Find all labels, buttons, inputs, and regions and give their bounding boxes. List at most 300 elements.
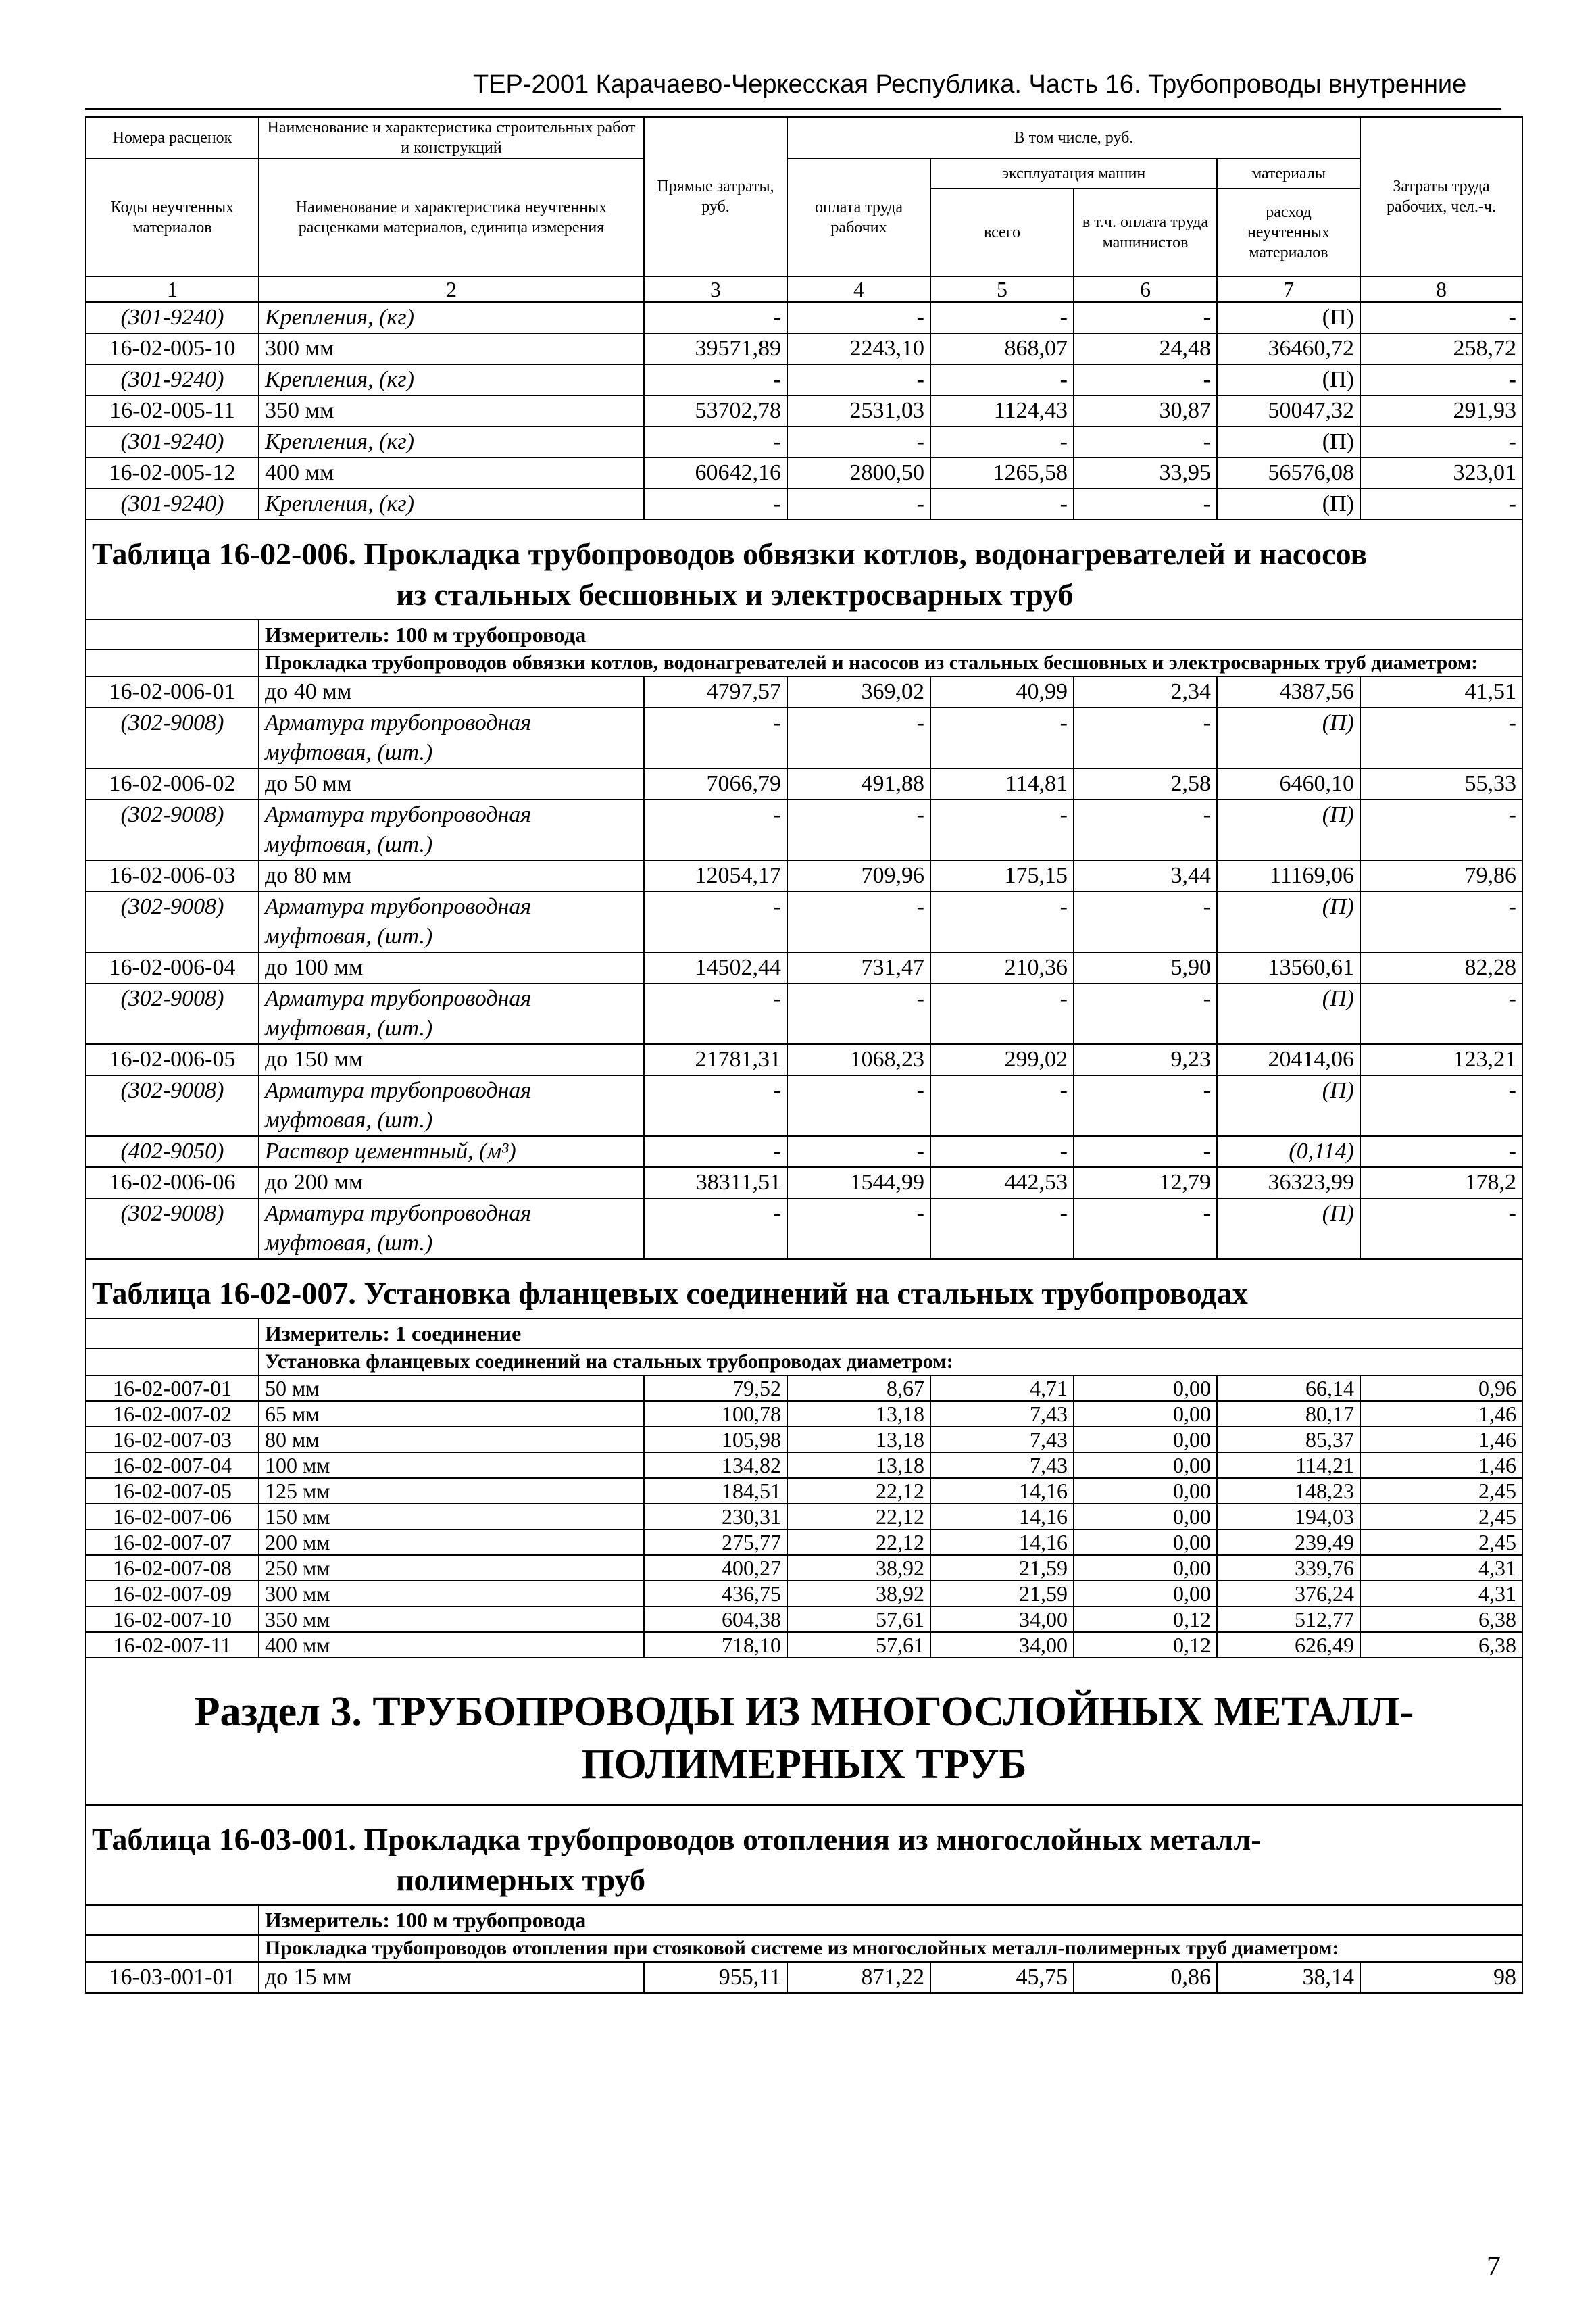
value-cell: - [787,489,930,520]
col-header-codes [86,117,259,159]
value-cell: (П) [1217,364,1360,395]
value-cell: 57,61 [787,1632,930,1658]
rate-row [86,768,1522,799]
rate-row [86,1504,1522,1529]
value-cell: 626,49 [1217,1632,1360,1658]
value-cell: 210,36 [930,952,1074,983]
value-cell: - [930,891,1074,952]
value-cell: 7,43 [930,1401,1074,1427]
material-name: Арматура трубопроводная муфтовая, (шт.) [259,799,644,860]
value-cell: (П) [1217,1075,1360,1136]
value-cell: 400,27 [644,1555,787,1581]
value-cell: 1,46 [1360,1401,1522,1427]
value-cell: 299,02 [930,1044,1074,1075]
value-cell: - [930,799,1074,860]
value-cell: - [787,708,930,768]
rate-code: 16-02-007-08 [86,1555,259,1581]
value-cell: 2,45 [1360,1529,1522,1555]
rate-code: 16-02-007-11 [86,1632,259,1658]
rates-table-body [86,117,1522,1993]
material-code: (302-9008) [86,799,259,860]
value-cell: - [787,1075,930,1136]
table-301-title-text [86,1805,1522,1905]
rate-row [86,1452,1522,1478]
value-cell: - [1360,302,1522,333]
value-cell: - [1360,1136,1522,1167]
value-cell: - [644,302,787,333]
rate-code: (301-9240) [86,426,259,458]
table-006-measure-text: Измеритель: 100 м трубопровода [259,620,1522,649]
value-cell: - [1360,891,1522,952]
value-cell: (П) [1217,799,1360,860]
value-cell: 79,86 [1360,860,1522,891]
value-cell: - [644,799,787,860]
rate-row [86,1478,1522,1504]
page-header: ТЕР-2001 Карачаево-Черкесская Республика. Часть 16. Трубопроводы внутренние [473,70,1467,99]
value-cell: 1,46 [1360,1427,1522,1452]
value-cell: - [930,426,1074,458]
value-cell: 105,98 [644,1427,787,1452]
rate-row [86,1167,1522,1198]
rates-table-frame [85,116,1522,1994]
rate-name: 50 мм [259,1375,644,1401]
value-cell: 12,79 [1074,1167,1217,1198]
table-006-title-line2: из стальных бесшовных и электросварных труб [396,577,1074,612]
header-rule [85,108,1501,110]
material-code: (302-9008) [86,891,259,952]
table-301-description [86,1935,1522,1962]
value-cell: - [644,364,787,395]
value-cell: 14,16 [930,1504,1074,1529]
value-cell: 4387,56 [1217,676,1360,708]
rate-name: 150 мм [259,1504,644,1529]
value-cell: 80,17 [1217,1401,1360,1427]
value-cell: 239,49 [1217,1529,1360,1555]
value-cell: 79,52 [644,1375,787,1401]
value-cell: - [787,1136,930,1167]
value-cell: - [930,1198,1074,1259]
rate-name: 400 мм [259,1632,644,1658]
value-cell: 194,03 [1217,1504,1360,1529]
rate-code: (301-9240) [86,302,259,333]
rate-name: Крепления, (кг) [259,302,644,333]
value-cell: 11169,06 [1217,860,1360,891]
value-cell: (0,114) [1217,1136,1360,1167]
value-cell: 323,01 [1360,458,1522,489]
value-cell: (П) [1217,302,1360,333]
value-cell: 38,14 [1217,1962,1360,1993]
material-name: Арматура трубопроводная муфтовая, (шт.) [259,1075,644,1136]
rate-code: 16-02-006-01 [86,676,259,708]
value-cell: 3,44 [1074,860,1217,891]
value-cell: - [787,302,930,333]
value-cell: 2800,50 [787,458,930,489]
section-3-line2: ПОЛИМЕРНЫХ ТРУБ [581,1742,1027,1788]
rate-name: до 80 мм [259,860,644,891]
material-name: Раствор цементный, (м³) [259,1136,644,1167]
value-cell: 1068,23 [787,1044,930,1075]
value-cell: 0,00 [1074,1401,1217,1427]
value-cell: - [1074,1198,1217,1259]
value-cell: 14,16 [930,1529,1074,1555]
value-cell: 718,10 [644,1632,787,1658]
material-row [86,983,1522,1044]
col-number: 6 [1074,276,1217,302]
rate-code: 16-03-001-01 [86,1962,259,1993]
value-cell: 436,75 [644,1581,787,1606]
rate-name: до 50 мм [259,768,644,799]
table-006-measure-spacer [86,620,259,649]
rate-code: (301-9240) [86,489,259,520]
value-cell: 100,78 [644,1401,787,1427]
col-header-labor-hours: Затраты труда рабочих, чел.-ч. [1360,117,1522,276]
value-cell: 148,23 [1217,1478,1360,1504]
value-cell: 6460,10 [1217,768,1360,799]
value-cell: 20414,06 [1217,1044,1360,1075]
value-cell: 36323,99 [1217,1167,1360,1198]
rate-code: 16-02-005-10 [86,333,259,364]
value-cell: 114,21 [1217,1452,1360,1478]
rate-name: 125 мм [259,1478,644,1504]
value-cell: - [644,489,787,520]
rate-code: 16-02-007-03 [86,1427,259,1452]
material-row [86,1136,1522,1167]
value-cell: - [1074,302,1217,333]
value-cell: 442,53 [930,1167,1074,1198]
value-cell: - [787,364,930,395]
value-cell: 0,96 [1360,1375,1522,1401]
value-cell: 123,21 [1360,1044,1522,1075]
table-301-title [86,1805,1522,1905]
table-007-measure-text: Измеритель: 1 соединение [259,1319,1522,1348]
value-cell: 85,37 [1217,1427,1360,1452]
value-cell: 34,00 [930,1606,1074,1632]
material-name: Арматура трубопроводная муфтовая, (шт.) [259,983,644,1044]
col-number: 8 [1360,276,1522,302]
value-cell: 0,00 [1074,1427,1217,1452]
value-cell: 369,02 [787,676,930,708]
value-cell: - [1360,1075,1522,1136]
table-007-title [86,1259,1522,1319]
value-cell: 82,28 [1360,952,1522,983]
value-cell: - [644,708,787,768]
value-cell: 230,31 [644,1504,787,1529]
material-code: (302-9008) [86,708,259,768]
value-cell: 45,75 [930,1962,1074,1993]
value-cell: - [930,302,1074,333]
value-cell: - [1360,799,1522,860]
value-cell: (П) [1217,1198,1360,1259]
value-cell: - [1074,799,1217,860]
material-row [86,1075,1522,1136]
rate-row [86,1529,1522,1555]
value-cell: - [644,983,787,1044]
col-header-unaccounted-materials: расход неучтенных материалов [1217,189,1360,276]
value-cell: - [930,364,1074,395]
rate-code: 16-02-007-02 [86,1401,259,1427]
table-006-measure [86,620,1522,649]
value-cell: 60642,16 [644,458,787,489]
col-header-work-name: Наименование и характеристика строительных работ и конструкций [259,117,644,159]
value-cell: 50047,32 [1217,395,1360,426]
value-cell: 13560,61 [1217,952,1360,983]
value-cell: 4797,57 [644,676,787,708]
col-header-machines: эксплуатация машин [930,159,1217,189]
value-cell: - [1360,426,1522,458]
rate-name: 250 мм [259,1555,644,1581]
value-cell: 6,38 [1360,1632,1522,1658]
value-cell: 41,51 [1360,676,1522,708]
value-cell: (П) [1217,891,1360,952]
col-header-machines-total: всего [930,189,1074,276]
value-cell: 53702,78 [644,395,787,426]
material-row [86,302,1522,333]
section-3-line1: Раздел 3. ТРУБОПРОВОДЫ ИЗ МНОГОСЛОЙНЫХ МЕТАЛЛ- [194,1689,1414,1735]
table-301-title-line1: Таблица 16-03-001. Прокладка трубопроводов отопления из многослойных металл- [92,1822,1262,1856]
material-row [86,364,1522,395]
material-row [86,426,1522,458]
table-006-description-text: Прокладка трубопроводов обвязки котлов, водонагревателей и насосов из стальных бесшовных и электросварных труб диаметром: [259,649,1522,676]
value-cell: (П) [1217,489,1360,520]
value-cell: - [1074,983,1217,1044]
rate-row [86,1581,1522,1606]
table-301-title-line2: полимерных труб [396,1863,645,1897]
col-header-operator-wages: в т.ч. оплата труда машинистов [1074,189,1217,276]
rate-row [86,1401,1522,1427]
value-cell: 1265,58 [930,458,1074,489]
col-number: 7 [1217,276,1360,302]
value-cell: 7,43 [930,1452,1074,1478]
col-number: 1 [86,276,259,302]
value-cell: - [1360,364,1522,395]
rate-row [86,1427,1522,1452]
rate-row [86,1606,1522,1632]
value-cell: - [644,1198,787,1259]
rate-code: 16-02-007-09 [86,1581,259,1606]
value-cell: - [787,891,930,952]
value-cell: 2,45 [1360,1478,1522,1504]
rate-name: до 40 мм [259,676,644,708]
value-cell: - [787,799,930,860]
value-cell: - [787,426,930,458]
table-006-title [86,520,1522,620]
value-cell: 13,18 [787,1427,930,1452]
table-006-description [86,649,1522,676]
value-cell: - [1360,983,1522,1044]
value-cell: 7,43 [930,1427,1074,1452]
col-number: 5 [930,276,1074,302]
value-cell: 175,15 [930,860,1074,891]
col-header-group: В том числе, руб. [787,117,1360,159]
value-cell: 512,77 [1217,1606,1360,1632]
value-cell: 6,38 [1360,1606,1522,1632]
value-cell: - [930,489,1074,520]
rate-name: до 15 мм [259,1962,644,1993]
value-cell: 21,59 [930,1555,1074,1581]
value-cell: 14,16 [930,1478,1074,1504]
value-cell: - [930,1136,1074,1167]
value-cell: 1124,43 [930,395,1074,426]
col-header-rate-numbers: Номера расценок [112,129,232,147]
rate-code: 16-02-007-10 [86,1606,259,1632]
value-cell: 0,00 [1074,1478,1217,1504]
table-007-description [86,1348,1522,1375]
rate-row [86,1044,1522,1075]
value-cell: - [644,1075,787,1136]
value-cell: 57,61 [787,1606,930,1632]
value-cell: 2,58 [1074,768,1217,799]
value-cell: - [1074,426,1217,458]
material-name: Арматура трубопроводная муфтовая, (шт.) [259,708,644,768]
value-cell: (П) [1217,708,1360,768]
value-cell: - [930,1075,1074,1136]
value-cell: 12054,17 [644,860,787,891]
value-cell: 2,34 [1074,676,1217,708]
value-cell: 21,59 [930,1581,1074,1606]
table-301-description-spacer [86,1935,259,1962]
value-cell: 0,00 [1074,1581,1217,1606]
material-row [86,708,1522,768]
rate-row [86,458,1522,489]
col-header-wages: оплата труда рабочих [787,159,930,276]
table-301-measure-spacer [86,1905,259,1935]
table-007-description-text: Установка фланцевых соединений на стальных трубопроводах диаметром: [259,1348,1522,1375]
rate-row [86,333,1522,364]
rate-name: до 150 мм [259,1044,644,1075]
material-row [86,891,1522,952]
rate-code: 16-02-006-02 [86,768,259,799]
rate-row [86,676,1522,708]
rate-row [86,1375,1522,1401]
rate-name: 350 мм [259,1606,644,1632]
value-cell: - [1360,1198,1522,1259]
value-cell: 275,77 [644,1529,787,1555]
value-cell: 871,22 [787,1962,930,1993]
rate-name: 200 мм [259,1529,644,1555]
value-cell: 0,86 [1074,1962,1217,1993]
rate-row [86,395,1522,426]
value-cell: 0,12 [1074,1632,1217,1658]
material-row [86,1198,1522,1259]
value-cell: (П) [1217,426,1360,458]
table-006-title-line1: Таблица 16-02-006. Прокладка трубопроводов обвязки котлов, водонагревателей и насосов [92,537,1368,571]
value-cell: (П) [1217,983,1360,1044]
value-cell: 339,76 [1217,1555,1360,1581]
rate-code: 16-02-005-11 [86,395,259,426]
value-cell: 33,95 [1074,458,1217,489]
rate-code: 16-02-007-04 [86,1452,259,1478]
col-number: 4 [787,276,930,302]
rates-table [85,116,1523,1994]
rate-name: Крепления, (кг) [259,364,644,395]
value-cell: 7066,79 [644,768,787,799]
rate-code: 16-02-006-06 [86,1167,259,1198]
table-006-title-text [86,520,1522,620]
value-cell: 40,99 [930,676,1074,708]
rate-name: Крепления, (кг) [259,426,644,458]
table-007-title-text: Таблица 16-02-007. Установка фланцевых соединений на стальных трубопроводах [86,1259,1522,1319]
table-301-measure [86,1905,1522,1935]
col-header-material-codes: Коды неучтенных материалов [86,159,259,276]
value-cell: 56576,08 [1217,458,1360,489]
material-name: Арматура трубопроводная муфтовая, (шт.) [259,891,644,952]
table-301-measure-text: Измеритель: 100 м трубопровода [259,1905,1522,1935]
rate-code: 16-02-005-12 [86,458,259,489]
rate-name: 400 мм [259,458,644,489]
table-007-measure [86,1319,1522,1348]
rate-row [86,1632,1522,1658]
value-cell: 868,07 [930,333,1074,364]
value-cell: - [1074,364,1217,395]
value-cell: 0,00 [1074,1375,1217,1401]
value-cell: - [787,983,930,1044]
value-cell: 955,11 [644,1962,787,1993]
value-cell: - [930,708,1074,768]
material-code: (302-9008) [86,1198,259,1259]
table-007-description-spacer [86,1348,259,1375]
col-number: 3 [644,276,787,302]
value-cell: 4,31 [1360,1581,1522,1606]
value-cell: 2,45 [1360,1504,1522,1529]
value-cell: 0,00 [1074,1529,1217,1555]
value-cell: - [1360,708,1522,768]
rate-name: Крепления, (кг) [259,489,644,520]
value-cell: 34,00 [930,1632,1074,1658]
value-cell: 1544,99 [787,1167,930,1198]
material-row [86,489,1522,520]
value-cell: 2531,03 [787,395,930,426]
value-cell: 8,67 [787,1375,930,1401]
table-007-measure-spacer [86,1319,259,1348]
rate-code: 16-02-007-01 [86,1375,259,1401]
value-cell: 21781,31 [644,1044,787,1075]
col-number: 2 [259,276,644,302]
value-cell: 98 [1360,1962,1522,1993]
value-cell: 55,33 [1360,768,1522,799]
value-cell: - [1074,891,1217,952]
value-cell: - [930,983,1074,1044]
value-cell: 4,71 [930,1375,1074,1401]
value-cell: 22,12 [787,1478,930,1504]
value-cell: 0,00 [1074,1452,1217,1478]
value-cell: 13,18 [787,1401,930,1427]
value-cell: 9,23 [1074,1044,1217,1075]
value-cell: - [1360,489,1522,520]
value-cell: 38,92 [787,1581,930,1606]
value-cell: 39571,89 [644,333,787,364]
value-cell: 0,00 [1074,1504,1217,1529]
value-cell: 30,87 [1074,395,1217,426]
rate-row [86,952,1522,983]
rate-name: 80 мм [259,1427,644,1452]
table-006-description-spacer [86,649,259,676]
value-cell: 22,12 [787,1504,930,1529]
page-number: 7 [1487,2251,1501,2282]
value-cell: 491,88 [787,768,930,799]
material-code: (402-9050) [86,1136,259,1167]
material-row [86,799,1522,860]
rate-code: 16-02-007-06 [86,1504,259,1529]
col-header-materials: материалы [1217,159,1360,189]
value-cell: - [644,891,787,952]
rate-name: 300 мм [259,333,644,364]
value-cell: 38311,51 [644,1167,787,1198]
value-cell: 0,12 [1074,1606,1217,1632]
value-cell: - [1074,1075,1217,1136]
value-cell: 178,2 [1360,1167,1522,1198]
value-cell: 604,38 [644,1606,787,1632]
col-header-direct-costs: Прямые затраты, руб. [644,117,787,276]
